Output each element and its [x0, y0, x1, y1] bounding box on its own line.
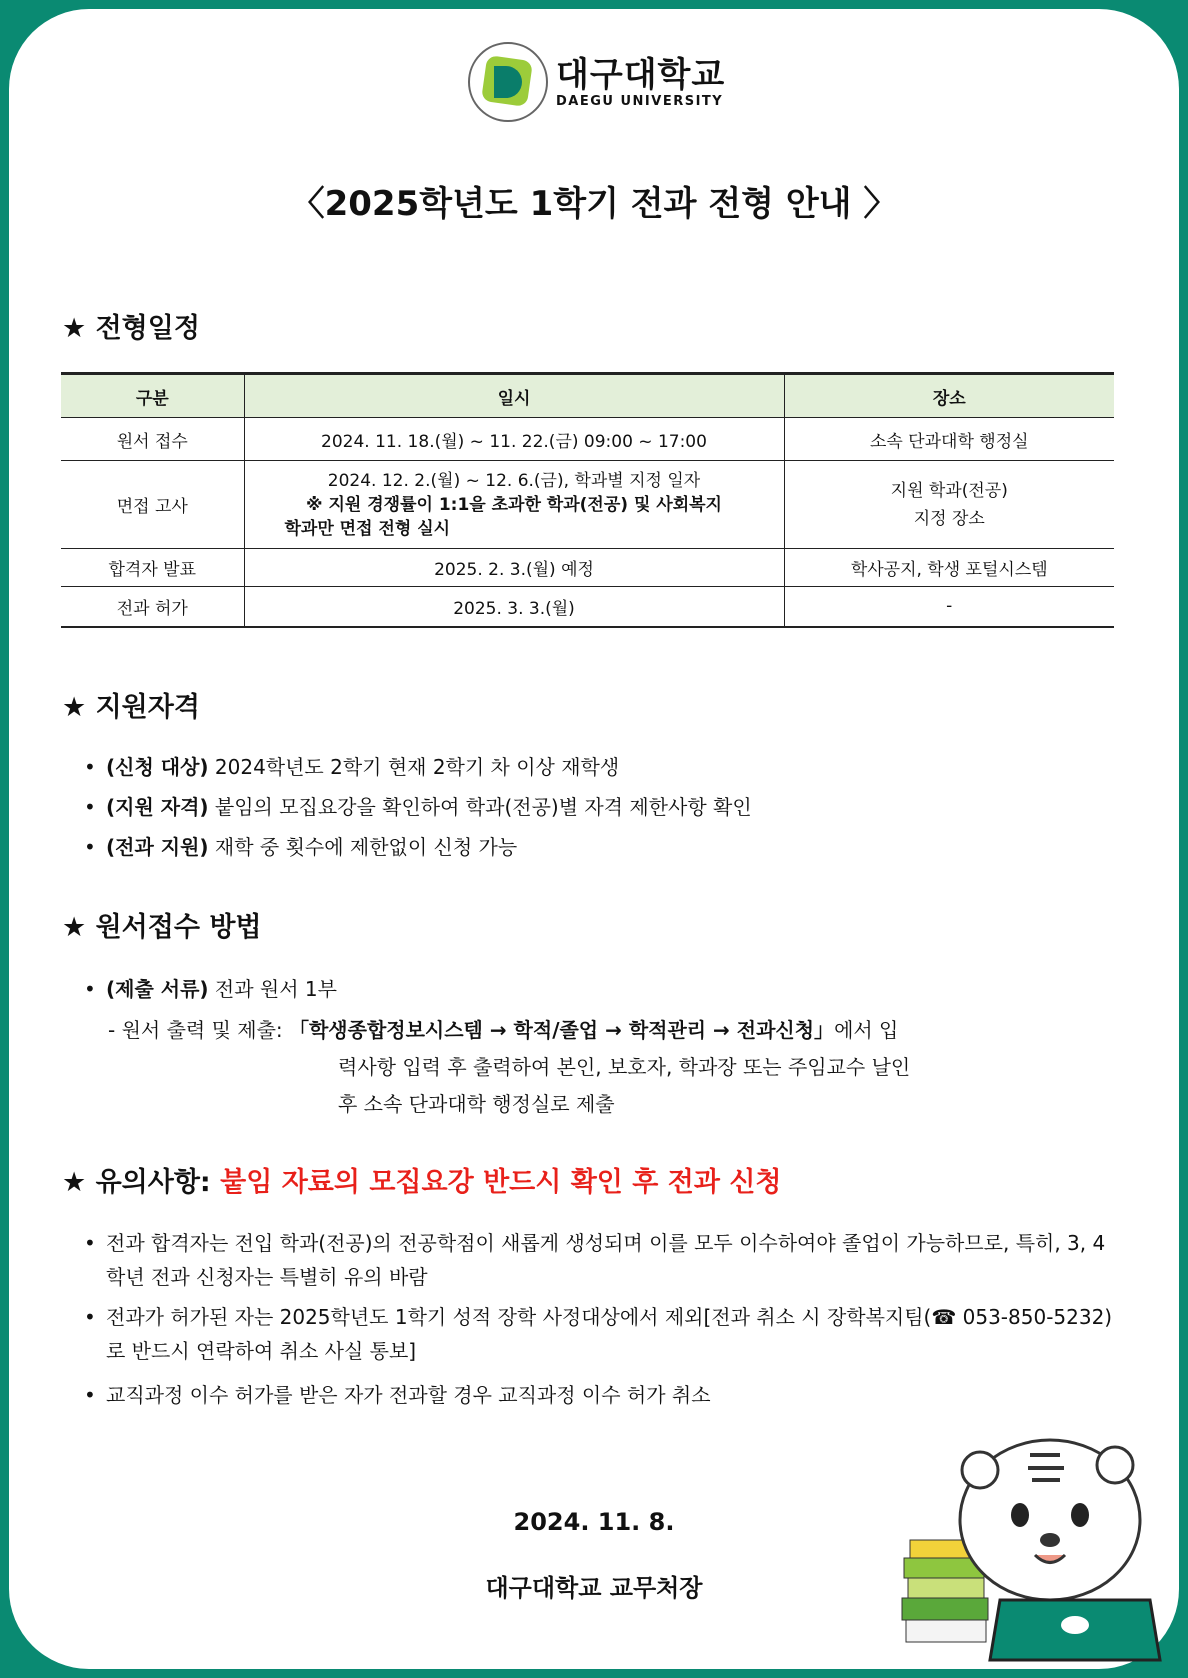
section-heading-method: ★ 원서접수 방법 [62, 912, 262, 943]
list-item: • 전과가 허가된 자는 2025학년도 1학기 성적 장학 사정대상에서 제외[전과 취소 시 장학복지팀(☎ 053-850-5232)로 반드시 연락하여 취소 사실 통보] [80, 1300, 1120, 1368]
item-label: (제출 서류) [106, 977, 209, 1001]
section-heading-notes [62, 1160, 782, 1199]
system-path: 「학생종합정보시스템 → 학적/졸업 → 학적관리 → 전과신청」 [288, 1018, 835, 1042]
item-text: 붙임의 모집요강을 확인하여 학과(전공)별 자격 제한사항 확인 [214, 795, 752, 819]
notes-warning: 붙임 자료의 모집요강 반드시 확인 후 전과 신청 [220, 1167, 782, 1198]
cell-date: 2025. 2. 3.(월) 예정 [244, 549, 784, 587]
logo-name-ko: 대구대학교 [556, 54, 726, 95]
cell-type: 전과 허가 [61, 587, 244, 627]
table-header-row [61, 374, 1114, 418]
list-item [80, 830, 752, 864]
table-row [61, 418, 1114, 461]
university-seal-icon [468, 42, 548, 122]
sub-line-3: 후 소속 단과대학 행정실로 제출 [338, 1092, 615, 1116]
list-item: • 전과 합격자는 전입 학과(전공)의 전공학점이 새롭게 생성되며 이를 모두 이수하여야 졸업이 가능하므로, 특히, 3, 4학년 전과 신청자는 특별히 유의 바람 [80, 1226, 1120, 1294]
university-logo [468, 42, 725, 122]
item-label: (지원 자격) [106, 795, 209, 819]
place-text-2: 지정 장소 [913, 508, 985, 529]
section-heading-schedule: ★ 전형일정 [62, 313, 200, 344]
place-text: 지원 학과(전공) [890, 480, 1008, 501]
cell-type: 면접 고사 [61, 461, 244, 549]
cell-place [784, 461, 1114, 549]
list-item [80, 750, 752, 784]
section-heading-eligibility: ★ 지원자격 [62, 692, 200, 723]
item-text: 2024학년도 2학기 현재 2학기 차 이상 재학생 [214, 755, 620, 779]
cell-date [244, 461, 784, 549]
notes-list [80, 1226, 1120, 1412]
list-item: • 교직과정 이수 허가를 받은 자가 전과할 경우 교직과정 이수 허가 취소 [80, 1378, 1120, 1412]
method-list [80, 972, 1130, 1123]
header-cell: 구분 [61, 374, 244, 418]
footer-date: 2024. 11. 8. [513, 1508, 675, 1536]
table-row [61, 587, 1114, 627]
cell-type: 원서 접수 [61, 418, 244, 461]
interview-note-cont: 학과만 면접 전형 실시 [284, 518, 451, 539]
item-label: (신청 대상) [106, 755, 209, 779]
cell-place: - [784, 587, 1114, 627]
table-row [61, 549, 1114, 587]
cell-place: 학사공지, 학생 포털시스템 [784, 549, 1114, 587]
item-label: (전과 지원) [106, 835, 209, 859]
item-text: 전과 원서 1부 [214, 977, 337, 1001]
cell-date: 2024. 11. 18.(월) ~ 11. 22.(금) 09:00 ~ 17:00 [244, 418, 784, 461]
cell-type: 합격자 발표 [61, 549, 244, 587]
tiger-mascot-illustration [900, 1420, 1170, 1670]
notes-heading: ★ 유의사항: [62, 1167, 211, 1198]
item-text: 재학 중 횟수에 제한없이 신청 가능 [214, 835, 518, 859]
list-item [80, 972, 1130, 1006]
logo-name-en: DAEGU UNIVERSITY [556, 93, 724, 109]
schedule-table [61, 372, 1114, 628]
eligibility-list [80, 750, 752, 864]
table-row [61, 461, 1114, 549]
sub-prefix: - 원서 출력 및 제출: [108, 1018, 283, 1042]
footer-issuer: 대구대학교 교무처장 [485, 1574, 703, 1602]
page-title: 〈2025학년도 1학기 전과 전형 안내 〉 [290, 184, 898, 224]
cell-place: 소속 단과대학 행정실 [784, 418, 1114, 461]
list-item [80, 790, 752, 824]
sub-line-2: 력사항 입력 후 출력하여 본인, 보호자, 학과장 또는 주임교수 날인 [338, 1055, 911, 1079]
sub-rest: 에서 입 [834, 1018, 899, 1042]
interview-note: ※ 지원 경쟁률이 1:1을 초과한 학과(전공) 및 사회복지 [306, 494, 722, 515]
date-text: 2024. 12. 2.(월) ~ 12. 6.(금), 학과별 지정 일자 [327, 470, 701, 491]
cell-date: 2025. 3. 3.(월) [244, 587, 784, 627]
header-cell: 일시 [244, 374, 784, 418]
submission-detail [80, 1012, 1130, 1123]
header-cell: 장소 [784, 374, 1114, 418]
